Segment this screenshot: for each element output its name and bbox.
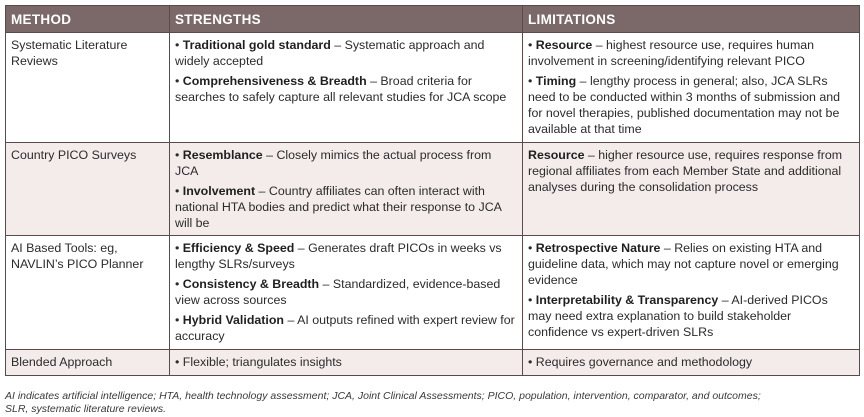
limitations-cell <box>523 33 860 143</box>
table-row <box>6 236 860 350</box>
method-cell: Country PICO Surveys <box>6 143 170 236</box>
limitations-cell <box>523 236 860 350</box>
header-strengths: STRENGTHS <box>170 6 523 33</box>
limitation-item: • Retrospective Nature – Relies on existing HTA and guideline data, which may not capture novel or emerging evidence <box>528 241 839 287</box>
limitation-item: • Requires governance and methodology <box>528 355 753 369</box>
table-row <box>6 143 860 236</box>
limitation-item: • Resource – highest resource use, requires human involvement in screening/identifying relevant PICO <box>528 38 815 68</box>
limitation-item: • Interpretability & Transparency – AI-derived PICOs may need extra explanation to build stakeholder confidence vs expert-driven SLRs <box>528 293 828 339</box>
strength-item: • Resemblance – Closely mimics the actual process from JCA <box>175 148 492 178</box>
comparison-table <box>5 5 860 376</box>
limitations-cell <box>523 350 860 376</box>
strengths-cell <box>170 143 523 236</box>
strengths-cell <box>170 350 523 376</box>
limitation-item: Resource – higher resource use, requires response from regional affiliates from each Member State and additional analyses during the consolidation process <box>528 148 843 194</box>
limitation-item: • Timing – lengthy process in general; also, JCA SLRs need to be conducted within 3 months of submission and for novel therapies, published documentation may not be available at that time <box>528 74 841 136</box>
strength-item: • Comprehensiveness & Breadth – Broad criteria for searches to safely capture all relevant studies for JCA scope <box>175 74 507 104</box>
method-cell: AI Based Tools: eg, NAVLIN’s PICO Planner <box>6 236 170 350</box>
footnote-line: SLR, systematic literature reviews. <box>5 403 167 415</box>
footnote-line: AI indicates artificial intelligence; HTA, health technology assessment; JCA, Joint Clinical Assessments; PICO, population, intervention, comparator, and outcomes; <box>5 390 761 402</box>
method-cell: Systematic Literature Reviews <box>6 33 170 143</box>
header-row <box>6 6 860 33</box>
table-row <box>6 350 860 376</box>
strength-item: • Flexible; triangulates insights <box>175 355 342 369</box>
strengths-cell <box>170 236 523 350</box>
strength-item: • Hybrid Validation – AI outputs refined with expert review for accuracy <box>175 313 515 343</box>
limitations-cell <box>523 143 860 236</box>
method-cell: Blended Approach <box>6 350 170 376</box>
header-limitations: LIMITATIONS <box>523 6 860 33</box>
strength-item: • Consistency & Breadth – Standardized, evidence-based view across sources <box>175 277 501 307</box>
strengths-cell <box>170 33 523 143</box>
table-row <box>6 33 860 143</box>
footnote <box>5 390 825 416</box>
header-method: METHOD <box>6 6 170 33</box>
strength-item: • Traditional gold standard – Systematic approach and widely accepted <box>175 38 485 68</box>
strength-item: • Involvement – Country affiliates can often interact with national HTA bodies and predict what their response to JCA will be <box>175 184 502 230</box>
strength-item: • Efficiency & Speed – Generates draft PICOs in weeks vs lengthy SLRs/surveys <box>175 241 502 271</box>
